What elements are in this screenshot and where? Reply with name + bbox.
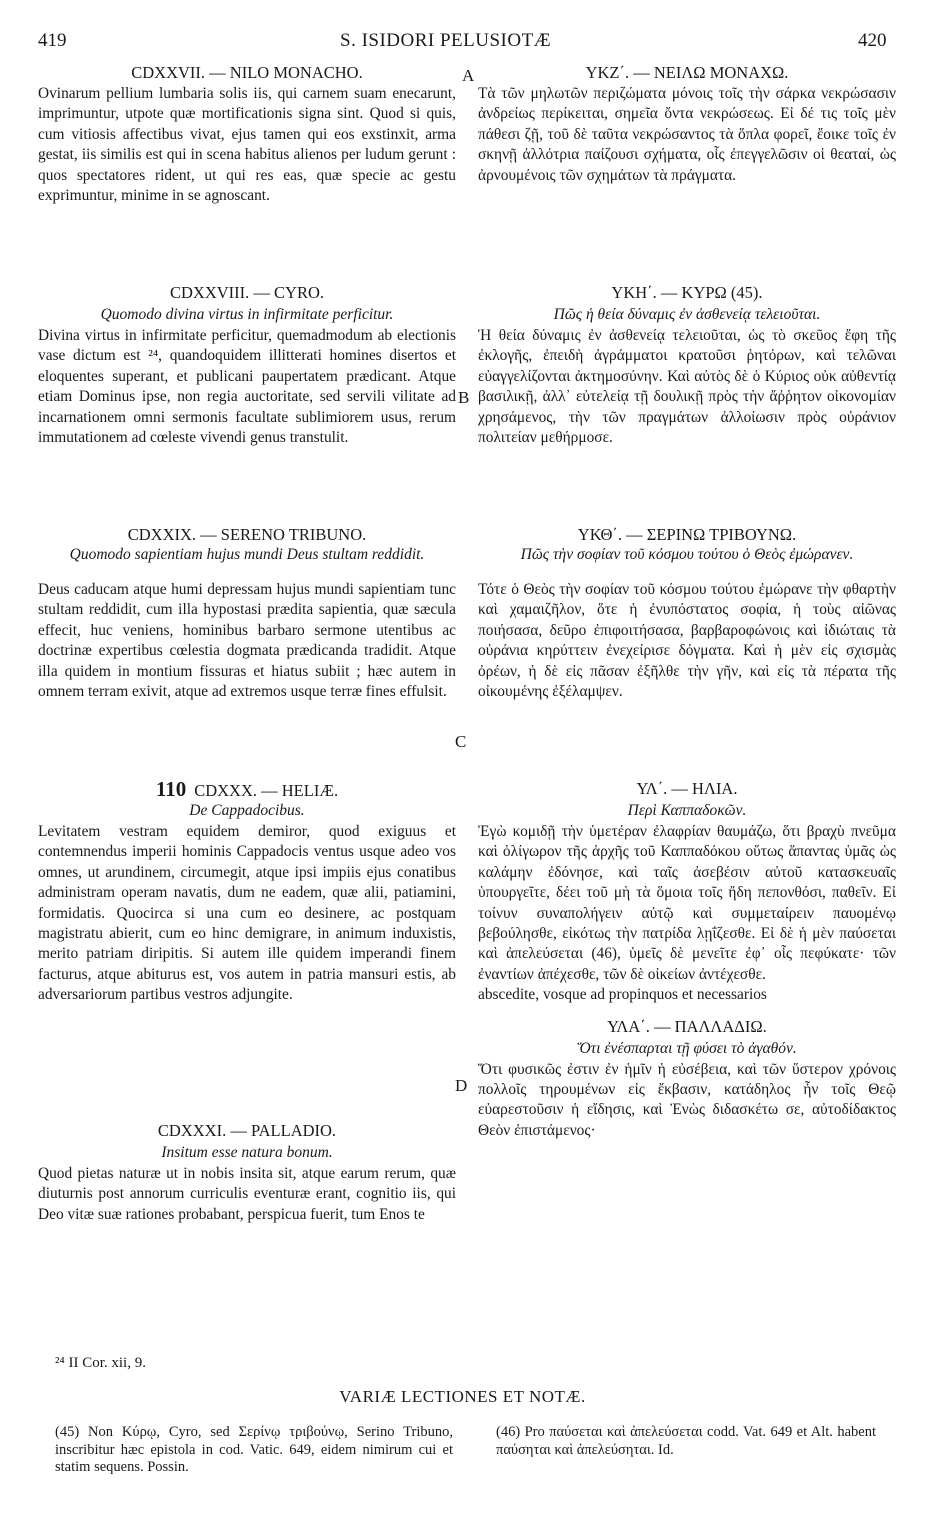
latin-letter-430-title: CDXXX. — HELIÆ.: [194, 781, 339, 800]
greek-letter-431-title: ΥΛΑ΄. — ΠΑΛΛΑΔΙΩ.: [607, 1016, 767, 1036]
greek-letter-430-text: Ἐγὼ κομιδῇ τὴν ὑμετέραν ἐλαφρίαν θαυμάζω, ὅτι βραχὺ πνεῦμα καὶ ὀλίγωρον τῆς ἀρχῆς τοῦ Καππαδόκου οὕτως ἅπαντας ὑμᾶς ὡς καλάμην ἐδόνησε, καὶ ταῖς ἀσεβέσιν αὐτοῦ κατασκευαῖς ὑπουργεῖτε, δέει τοῦ μὴ τὰ ὅμοια τοῖς ἤδη πεπονθόσι, παθεῖν. Εἰ τοίνυν συναπολήγειν αὐτῷ καὶ συμμεταίρειν παυομένῳ βεβούλησθε, εἰκότως τὴν πατρίδα λῃΐζεσθε. Εἰ δὲ ἡ μὲν παύσεται καὶ ἀπελεύσεται (46), ὑμεῖς δὲ μενεῖτε ἐφ᾽ οἷς πεφύκατε· τῶν ἐναντίων ἀπέχεσθε, τῶν δὲ οἰκείων ἀντέχεσθε.: [478, 823, 896, 983]
variae-lectiones-title: VARIÆ LECTIONES ET NOTÆ.: [339, 1387, 586, 1406]
greek-column: [478, 62, 896, 1141]
latin-letter-429-text: Deus caducam atque humi depressam hujus mundi sapientiam tunc stultam reddidit, cum illa hypostasi prædita sapientia, quæ sæcula effecit, huc veniens, hominibus barbaro sermone utentibus ac doctrinæ expertibus cœlestia dogmata prædicanda tradidit. Atque illa quidem in montium fissuras et hiatus subiit ; hæc autem in omnem terram exivit, atque ad extremos usque terræ fines effulsit.: [38, 581, 456, 701]
note-45: (45) Non Κύρῳ, Cyro, sed Σερίνῳ τριβούνῳ, Serino Tribuno, inscribitur hæc epistola in cod. Vatic. 649, eidem nimirum cui et statim sequens. Possin.: [55, 1424, 453, 1475]
running-title: S. ISIDORI PELUSIOTÆ: [340, 30, 552, 51]
margin-letter-c: C: [455, 732, 467, 751]
greek-letter-429-text: Τότε ὁ Θεὸς τὴν σοφίαν τοῦ κόσμου τούτου ἐμώρανε τὴν φθαρτὴν καὶ χαμαιζῆλον, ὅτε ἡ ἐνυπόστατος σοφία, ἡ τοὺς αἰῶνας ποιήσασα, δεῦρο ἐπιφοιτήσασα, βαρβαροφώνοις καὶ ἰδιώταις τὰ οὐράνια κηρύττειν ἐνεχείρισε δόγματα. Καὶ ἡ μὲν εἰς σχισμὰς ὀρέων, ἡ δὲ εἰς πᾶσαν ἐξῆλθε τὴν γῆν, καὶ εἰς τὰ πέρατα τῆς οἰκουμένης ἐξέλαμψεν.: [478, 581, 896, 701]
greek-letter-431-subtitle: Ὅτι ἐνέσπαρται τῇ φύσει τὸ ἀγαθόν.: [577, 1039, 797, 1057]
greek-letter-428-subtitle: Πῶς ἡ θεία δύναμις ἐν ἀσθενείᾳ τελειοῦται.: [553, 306, 821, 323]
latin-letter-431-text: Quod pietas naturæ ut in nobis insita sit, atque earum rerum, quæ diuturnis post annorum curriculis eventuræ erant, cognitio iis, qui Deo vitæ suæ rationes probabant, perspicua fuerit, tum Enos te: [38, 1165, 456, 1223]
latin-letter-427-title: CDXXVII. — NILO MONACHO.: [131, 63, 363, 82]
margin-letter-a: A: [462, 66, 475, 85]
latin-letter-428-title: CDXXVIII. — CYRO.: [170, 283, 324, 302]
greek-letter-429-title: ΥΚΘ΄. — ΣΕΡΙΝΩ ΤΡΙΒΟΥΝΩ.: [577, 525, 797, 544]
greek-letter-427-title: ΥΚΖ΄. — ΝΕΙΛΩ ΜΟΝΑΧΩ.: [585, 63, 789, 82]
greek-letter-430-title: ΥΛ΄. — ΗΛΙΑ.: [636, 779, 738, 798]
footnote: ²⁴ II Cor. xii, 9.: [55, 1355, 146, 1371]
note-46: (46) Pro παύσεται καὶ ἀπελεύσεται codd. Vat. 649 et Alt. habent παύσηται καὶ ἀπελεύσηται. Id.: [496, 1424, 876, 1458]
margin-letter-d: D: [455, 1076, 468, 1095]
greek-letter-428-title: ΥΚΗ΄. — ΚΥΡΩ (45).: [611, 283, 763, 302]
page-number-right: 420: [858, 30, 887, 51]
latin-continuation-text: abscedite, vosque ad propinquos et necessarios: [478, 986, 767, 1004]
latin-column: [38, 62, 456, 1225]
latin-letter-427-text: Ovinarum pellium lumbaria solis iis, qui carnem suam enecarunt, imprimuntur, utpote quæ mortificationis signa sint. Quod si quis, cum vitiosis affectibus vivat, ejus tamen qui eos exstinxit, arma gestat, iis similis est qui in scena habitus alienos per ludum gerunt : quos spectatores rident, ut qui res eas, quæ specie ac gestu exprimuntur, minime in se agnoscant.: [38, 85, 456, 205]
margin-letter-b: B: [458, 388, 470, 407]
page-number-left: 419: [38, 30, 67, 51]
latin-letter-429-subtitle: Quomodo sapientiam hujus mundi Deus stultam reddidit.: [69, 546, 425, 563]
latin-letter-429-title: CDXXIX. — SERENO TRIBUNO.: [127, 525, 367, 544]
latin-letter-428-text: Divina virtus in infirmitate perficitur, quemadmodum ab electionis vase dictum est ²⁴, quandoquidem illitterati homines disertos et eloquentes superant, et publicani paupertatem prædicant. Atque etiam Dominus ipse, non regia auctoritate, sed servili vilitate ad incarnationem omni sermonis facultate sublimiorem usus, rerum immutationem ad cœleste vivendi genus transtulit.: [38, 327, 456, 447]
latin-letter-430-subtitle: De Cappadocibus.: [189, 802, 305, 819]
column-number: 110: [155, 777, 187, 801]
latin-letter-428-subtitle: Quomodo divina virtus in infirmitate perficitur.: [100, 306, 394, 323]
latin-letter-431-title: CDXXXI. — PALLADIO.: [157, 1121, 337, 1140]
greek-letter-430-subtitle: Περὶ Καππαδοκῶν.: [627, 802, 747, 819]
latin-letter-431-subtitle: Insitum esse natura bonum.: [161, 1144, 333, 1161]
latin-letter-430-text: Levitatem vestram equidem demiror, quod exiguus et contemnendus imperii hominis Cappadocis ventus usque adeo vos omnes, ut arundinem, circumegit, atque ipsi impiis ejus conatibus administram operam navatis, dum ne eadem, quæ alii, patiamini, formidatis. Quocirca si una cum eo desinere, ac postquam magistratu abierit, cum eo hinc demigrare, in animum induxistis, merito patriam diripitis. Si autem ille quidem imperandi finem facturus, atque abiturus est, vos autem in patria mansuri estis, ab adversariorum partibus vestros adjungite.: [38, 823, 456, 1004]
greek-letter-431-text: Ὅτι φυσικῶς ἐστιν ἐν ἡμῖν ἡ εὐσέβεια, καὶ τῶν ὕστερον χρόνοις πολλοῖς τηρουμένων εἰς ἔκβασιν, κατάδηλος ἦν τοῖς Θεῷ εὐαρεστοῦσιν ἡ εἴδησις, καὶ Ἐνὼς διδασκέτω σε, αὐτοδίδακτος Θεὸν ἐπιστάμενος·: [478, 1060, 896, 1139]
greek-letter-428-text: Ἡ θεία δύναμις ἐν ἀσθενείᾳ τελειοῦται, ὡς τὸ σκεῦος ἔφη τῆς ἐκλογῆς, ἐπειδὴ ἀγράμματοι κρατοῦσι ῥητόρων, καὶ τελῶναι εὐαγγελίζονται ἀκτημοσύνην. Καὶ αὐτὸς δὲ ὁ Κύριος οὐκ αὐθεντίᾳ βασιλικῇ, ἀλλ᾽ εὐτελείᾳ τῇ δουλικῇ πρὸς τὴν ἄῤῥητον οἰκονομίαν χρησάμενος, τὴν τῶν πραγμάτων ἀλλοίωσιν πρὸς οὐράνιον πολιτείαν μεθήρμοσε.: [478, 327, 896, 447]
greek-letter-427-text: Τὰ τῶν μηλωτῶν περιζώματα μόνοις τοῖς τὴν σάρκα νεκρώσασιν ἀνδρείως περίκειται, σημεῖα ὄντα νεκρώσεως. Εἰ δέ τις τοῖς μὲν πάθεσι ζῇ, τοῦ δὲ ταῦτα νεκρώσαντος τὰ ὅπλα φορεῖ, ἔοικε τοῖς ἐν σκηνῇ ἀλλότρια παίζουσι σχήματα, οἷς ἐπεγγελῶσιν οἱ θεαταί, ὡς ἀρνουμένοις τῶν σχημάτων τὰ πράγματα.: [478, 85, 896, 184]
latin-letter-430-heading: [38, 778, 456, 800]
greek-letter-429-subtitle: Πῶς τὴν σοφίαν τοῦ κόσμου τούτου ὁ Θεὸς ἐμώρανεν.: [520, 546, 854, 563]
